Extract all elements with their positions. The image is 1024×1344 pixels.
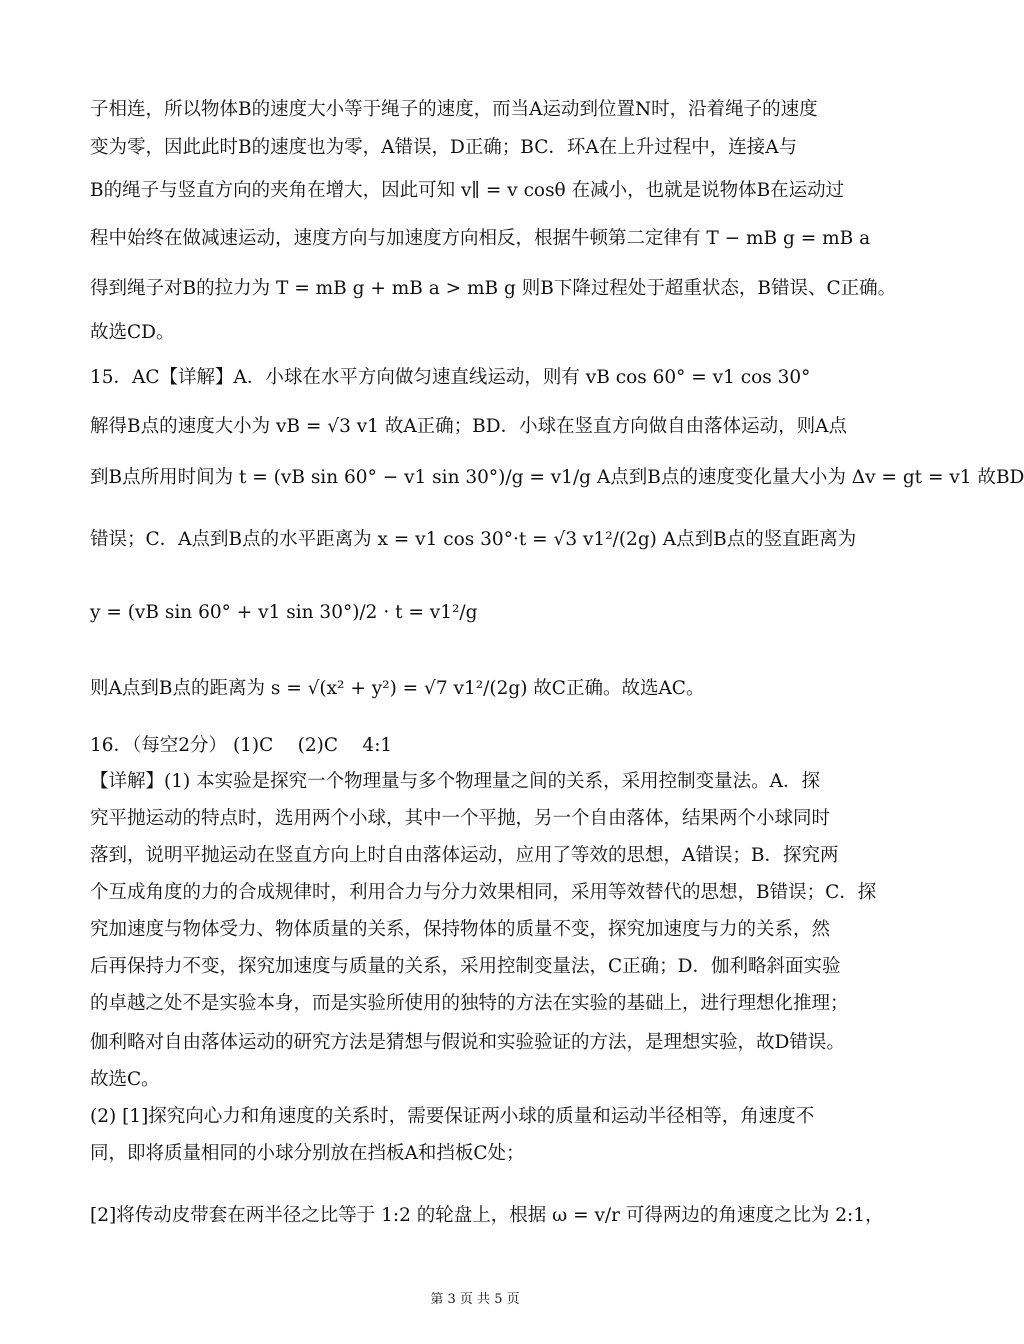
text-line: 究加速度与物体受力、物体质量的关系，保持物体的质量不变，探究加速度与力的关系，然	[90, 919, 831, 940]
text-line: 则A点到B点的距离为 s = √(x² + y²) = √7 v1²/(2g) 故C正确。故选AC。	[90, 678, 705, 699]
text-line: 程中始终在做减速运动，速度方向与加速度方向相反，根据牛顿第二定律有 T − mB g = mB a	[90, 228, 871, 249]
text-line: y = (vB sin 60° + v1 sin 30°)/2 · t = v1²/g	[90, 602, 478, 623]
text-line: 到B点所用时间为 t = (vB sin 60° − v1 sin 30°)/g = v1/g A点到B点的速度变化量大小为 Δv = gt = v1 故BD	[90, 467, 1024, 488]
text-line: 故选C。	[90, 1069, 160, 1090]
text-line: 【详解】(1) 本实验是探究一个物理量与多个物理量之间的关系，采用控制变量法。A．探	[90, 771, 820, 792]
text-line: 变为零，因此此时B的速度也为零，A错误，D正确；BC．环A在上升过程中，连接A与	[90, 137, 798, 158]
page-footer: 第 3 页 共 5 页	[430, 1292, 520, 1307]
text-line: 后再保持力不变，探究加速度与质量的关系，采用控制变量法，C正确；D．伽利略斜面实验	[90, 956, 841, 977]
text-line: 落到，说明平抛运动在竖直方向上时自由落体运动，应用了等效的思想，A错误；B．探究两	[90, 845, 839, 866]
text-line: 子相连，所以物体B的速度大小等于绳子的速度，而当A运动到位置N时，沿着绳子的速度	[90, 99, 818, 120]
text-line: 15．AC【详解】A．小球在水平方向做匀速直线运动，则有 vB cos 60° = v1 cos 30°	[90, 367, 811, 388]
text-line: B的绳子与竖直方向的夹角在增大，因此可知 v∥ = v cosθ 在减小，也就是说物体B在运动过	[90, 180, 845, 201]
text-line: 个互成角度的力的合成规律时，利用合力与分力效果相同，采用等效替代的思想，B错误；C．探	[90, 882, 877, 903]
text-line: 得到绳子对B的拉力为 T = mB g + mB a > mB g 则B下降过程处于超重状态，B错误、C正确。	[90, 278, 897, 299]
text-line: 16．（每空2分） (1)C (2)C 4:1	[90, 735, 393, 756]
text-line: 的卓越之处不是实验本身，而是实验所使用的独特的方法在实验的基础上，进行理想化推理；	[90, 993, 849, 1014]
text-line: [2]将传动皮带套在两半径之比等于 1:2 的轮盘上，根据 ω = v/r 可得两边的角速度之比为 2:1，	[90, 1205, 884, 1226]
text-line: 同，即将质量相同的小球分别放在挡板A和挡板C处；	[90, 1143, 525, 1164]
text-line: 错误；C．A点到B点的水平距离为 x = v1 cos 30°·t = √3 v1²/(2g) A点到B点的竖直距离为	[90, 529, 857, 550]
text-line: 伽利略对自由落体运动的研究方法是猜想与假说和实验验证的方法，是理想实验，故D错误。	[90, 1032, 845, 1053]
text-line: 故选CD。	[90, 322, 175, 343]
text-line: 究平抛运动的特点时，选用两个小球，其中一个平抛，另一个自由落体，结果两个小球同时	[90, 808, 831, 829]
text-line: (2) [1]探究向心力和角速度的关系时，需要保证两小球的质量和运动半径相等，角速度不	[90, 1106, 815, 1127]
text-line: 解得B点的速度大小为 vB = √3 v1 故A正确；BD．小球在竖直方向做自由落体运动，则A点	[90, 416, 847, 437]
